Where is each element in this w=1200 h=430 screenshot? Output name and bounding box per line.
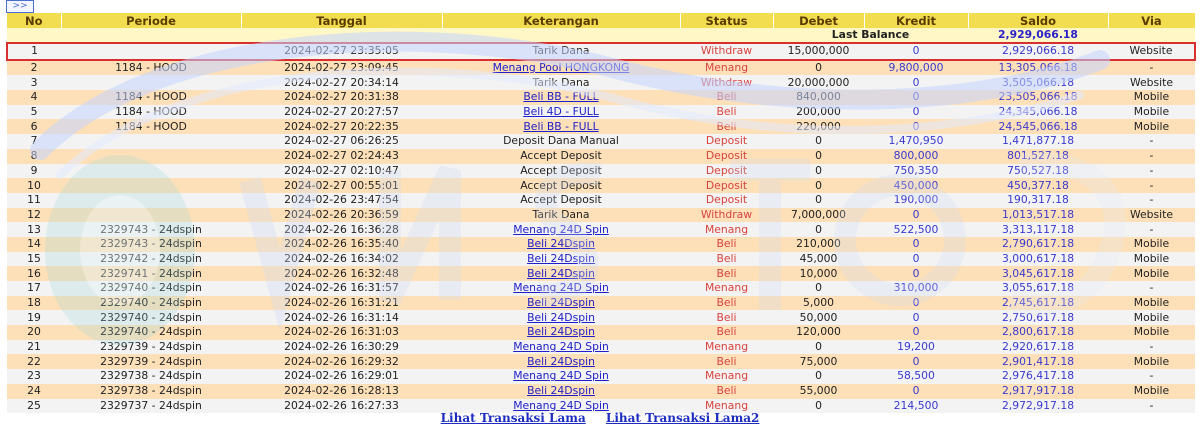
cell-debet: 0 (773, 134, 864, 149)
cell-tanggal: 2024-02-27 20:27:57 (241, 105, 442, 120)
cell-no: 16 (7, 266, 61, 281)
cell-no: 3 (7, 75, 61, 90)
cell-debet: 0 (773, 193, 864, 208)
cell-keterangan (442, 325, 680, 340)
cell-debet: 0 (773, 281, 864, 296)
cell-kredit: 0 (864, 354, 968, 369)
cell-no: 8 (7, 149, 61, 164)
cell-saldo: 1,471,877.18 (968, 134, 1108, 149)
cell-kredit: 0 (864, 90, 968, 105)
cell-status: Withdraw (680, 75, 773, 90)
cell-keterangan: Accept Deposit (442, 149, 680, 164)
transaction-detail-link[interactable]: Beli 24Dspin (527, 296, 595, 310)
cell-via: - (1108, 193, 1195, 208)
cell-no: 24 (7, 384, 61, 399)
cell-periode (61, 193, 241, 208)
cell-no: 17 (7, 281, 61, 296)
cell-no: 10 (7, 178, 61, 193)
cell-tanggal: 2024-02-26 16:32:48 (241, 266, 442, 281)
cell-via: Website (1108, 208, 1195, 223)
cell-keterangan: Deposit Dana Manual (442, 134, 680, 149)
cell-keterangan: Tarik Dana (442, 208, 680, 223)
cell-status: Menang (680, 340, 773, 355)
cell-saldo: 2,901,417.18 (968, 354, 1108, 369)
cell-keterangan (442, 340, 680, 355)
cell-via: Website (1108, 75, 1195, 90)
cell-no: 2 (7, 60, 61, 76)
cell-no: 22 (7, 354, 61, 369)
cell-no: 20 (7, 325, 61, 340)
cell-via: - (1108, 222, 1195, 237)
cell-status: Menang (680, 222, 773, 237)
cell-debet: 220,000 (773, 119, 864, 134)
col-header-via: Via (1108, 13, 1195, 28)
transaction-detail-link[interactable]: Beli BB - FULL (523, 119, 599, 133)
cell-status: Beli (680, 354, 773, 369)
cell-saldo: 23,505,066.18 (968, 90, 1108, 105)
table-row (7, 75, 1195, 90)
cell-status: Beli (680, 266, 773, 281)
cell-tanggal: 2024-02-26 16:36:28 (241, 222, 442, 237)
cell-saldo: 2,917,917.18 (968, 384, 1108, 399)
transaction-detail-link[interactable]: Beli 24Dspin (527, 325, 595, 339)
cell-no: 11 (7, 193, 61, 208)
cell-tanggal: 2024-02-26 16:31:57 (241, 281, 442, 296)
cell-no: 13 (7, 222, 61, 237)
cell-via: Mobile (1108, 384, 1195, 399)
cell-tanggal: 2024-02-27 20:22:35 (241, 119, 442, 134)
transaction-detail-link[interactable]: Menang 24D Spin (513, 222, 609, 236)
cell-debet: 0 (773, 399, 864, 414)
cell-status: Beli (680, 296, 773, 311)
old-transactions-link-2[interactable]: Lihat Transaksi Lama2 (605, 411, 760, 425)
cell-debet: 75,000 (773, 354, 864, 369)
cell-saldo: 750,527.18 (968, 164, 1108, 179)
cell-tanggal: 2024-02-26 16:35:40 (241, 237, 442, 252)
cell-keterangan (442, 369, 680, 384)
cell-saldo: 2,745,617.18 (968, 296, 1108, 311)
cell-saldo: 2,920,617.18 (968, 340, 1108, 355)
cell-no: 25 (7, 399, 61, 414)
last-balance-label: Last Balance (773, 28, 968, 43)
cell-tanggal: 2024-02-27 20:31:38 (241, 90, 442, 105)
cell-via: Mobile (1108, 325, 1195, 340)
cell-tanggal: 2024-02-26 16:29:32 (241, 354, 442, 369)
cell-via: Mobile (1108, 252, 1195, 267)
table-row (7, 119, 1195, 134)
col-header-no: No (7, 13, 61, 28)
table-row (7, 310, 1195, 325)
cell-via: - (1108, 340, 1195, 355)
cell-keterangan (442, 60, 680, 76)
table-row (7, 325, 1195, 340)
cell-periode: 2329737 - 24dspin (61, 399, 241, 414)
table-row (7, 296, 1195, 311)
cell-saldo: 190,317.18 (968, 193, 1108, 208)
table-row (7, 266, 1195, 281)
col-header-kredit: Kredit (864, 13, 968, 28)
cell-status: Menang (680, 281, 773, 296)
cell-via: - (1108, 149, 1195, 164)
table-row (7, 149, 1195, 164)
cell-kredit: 190,000 (864, 193, 968, 208)
transaction-detail-link[interactable]: Beli 24Dspin (527, 266, 595, 280)
cell-periode: 2329740 - 24dspin (61, 325, 241, 340)
cell-via: Website (1108, 43, 1195, 60)
cell-debet: 20,000,000 (773, 75, 864, 90)
cell-keterangan (442, 90, 680, 105)
cell-via: Mobile (1108, 296, 1195, 311)
table-row (7, 281, 1195, 296)
cell-debet: 50,000 (773, 310, 864, 325)
cell-status: Menang (680, 60, 773, 76)
table-row (7, 354, 1195, 369)
cell-status: Deposit (680, 178, 773, 193)
cell-kredit: 522,500 (864, 222, 968, 237)
cell-keterangan: Accept Deposit (442, 178, 680, 193)
cell-via: - (1108, 134, 1195, 149)
cell-no: 21 (7, 340, 61, 355)
cell-periode: 1184 - HOOD (61, 119, 241, 134)
cell-kredit: 0 (864, 266, 968, 281)
cell-tanggal: 2024-02-27 20:34:14 (241, 75, 442, 90)
table-row (7, 134, 1195, 149)
table-row (7, 43, 1195, 60)
cell-kredit: 0 (864, 237, 968, 252)
cell-keterangan (442, 354, 680, 369)
cell-tanggal: 2024-02-26 16:34:02 (241, 252, 442, 267)
cell-tanggal: 2024-02-27 23:09:45 (241, 60, 442, 76)
cell-kredit: 9,800,000 (864, 60, 968, 76)
cell-debet: 0 (773, 340, 864, 355)
cell-via: - (1108, 281, 1195, 296)
cell-via: Mobile (1108, 354, 1195, 369)
cell-saldo: 3,505,066.18 (968, 75, 1108, 90)
transaction-detail-link[interactable]: Beli 24Dspin (527, 384, 595, 398)
cell-kredit: 58,500 (864, 369, 968, 384)
cell-debet: 0 (773, 164, 864, 179)
cell-status: Beli (680, 252, 773, 267)
cell-kredit: 450,000 (864, 178, 968, 193)
cell-keterangan (442, 237, 680, 252)
cell-debet: 200,000 (773, 105, 864, 120)
col-header-debet: Debet (773, 13, 864, 28)
cell-keterangan (442, 222, 680, 237)
cell-tanggal: 2024-02-27 02:24:43 (241, 149, 442, 164)
cell-tanggal: 2024-02-26 16:29:01 (241, 369, 442, 384)
cell-saldo: 24,345,066.18 (968, 105, 1108, 120)
cell-periode: 2329739 - 24dspin (61, 354, 241, 369)
cell-debet: 210,000 (773, 237, 864, 252)
old-transactions-link[interactable]: Lihat Transaksi Lama (440, 411, 586, 425)
cell-kredit: 0 (864, 43, 968, 60)
cell-periode (61, 149, 241, 164)
cell-status: Menang (680, 399, 773, 414)
cell-no: 1 (7, 43, 61, 60)
cell-via: Mobile (1108, 266, 1195, 281)
cell-keterangan (442, 296, 680, 311)
cell-periode (61, 164, 241, 179)
table-row (7, 208, 1195, 223)
cell-tanggal: 2024-02-26 20:36:59 (241, 208, 442, 223)
transaction-table (6, 13, 1196, 413)
cell-no: 7 (7, 134, 61, 149)
table-row (7, 252, 1195, 267)
cell-periode: 1184 - HOOD (61, 90, 241, 105)
cell-kredit: 1,470,950 (864, 134, 968, 149)
transaction-detail-link[interactable]: Menang 24D Spin (513, 369, 609, 383)
cell-periode: 1184 - HOOD (61, 105, 241, 120)
cell-kredit: 0 (864, 296, 968, 311)
cell-tanggal: 2024-02-26 16:31:03 (241, 325, 442, 340)
cell-via: Mobile (1108, 90, 1195, 105)
cell-no: 9 (7, 164, 61, 179)
cell-status: Beli (680, 90, 773, 105)
cell-debet: 15,000,000 (773, 43, 864, 60)
cell-via: - (1108, 178, 1195, 193)
cell-kredit: 0 (864, 252, 968, 267)
table-row (7, 222, 1195, 237)
cell-kredit: 0 (864, 119, 968, 134)
cell-status: Beli (680, 325, 773, 340)
cell-keterangan (442, 310, 680, 325)
cell-tanggal: 2024-02-27 23:35:05 (241, 43, 442, 60)
cell-saldo: 13,305,066.18 (968, 60, 1108, 76)
transaction-detail-link[interactable]: Menang 24D Spin (513, 281, 609, 295)
cell-status: Beli (680, 384, 773, 399)
cell-status: Menang (680, 369, 773, 384)
cell-kredit: 214,500 (864, 399, 968, 414)
cell-via: - (1108, 164, 1195, 179)
cell-via: - (1108, 399, 1195, 414)
cell-periode: 2329740 - 24dspin (61, 310, 241, 325)
cell-no: 12 (7, 208, 61, 223)
cell-no: 19 (7, 310, 61, 325)
cell-no: 23 (7, 369, 61, 384)
col-header-status: Status (680, 13, 773, 28)
cell-debet: 0 (773, 178, 864, 193)
cell-kredit: 0 (864, 384, 968, 399)
cell-debet: 840,000 (773, 90, 864, 105)
cell-periode (61, 134, 241, 149)
cell-kredit: 0 (864, 208, 968, 223)
cell-no: 15 (7, 252, 61, 267)
cell-tanggal: 2024-02-26 16:27:33 (241, 399, 442, 414)
cell-saldo: 2,750,617.18 (968, 310, 1108, 325)
transaction-detail-link[interactable]: Menang Pool HONGKONG (492, 61, 630, 75)
cell-via: Mobile (1108, 237, 1195, 252)
cell-status: Deposit (680, 193, 773, 208)
cell-status: Beli (680, 119, 773, 134)
col-header-keterangan: Keterangan (442, 13, 680, 28)
cell-periode (61, 43, 241, 60)
cell-debet: 7,000,000 (773, 208, 864, 223)
cell-status: Withdraw (680, 208, 773, 223)
col-header-periode: Periode (61, 13, 241, 28)
transaction-detail-link[interactable]: Beli 24Dspin (527, 251, 595, 265)
cell-kredit: 750,350 (864, 164, 968, 179)
cell-periode: 2329743 - 24dspin (61, 237, 241, 252)
cell-kredit: 19,200 (864, 340, 968, 355)
cell-periode: 2329738 - 24dspin (61, 384, 241, 399)
cell-keterangan (442, 252, 680, 267)
cell-no: 14 (7, 237, 61, 252)
cell-debet: 5,000 (773, 296, 864, 311)
cell-keterangan: Accept Deposit (442, 164, 680, 179)
cell-saldo: 3,000,617.18 (968, 252, 1108, 267)
cell-periode (61, 178, 241, 193)
footer-links (0, 411, 1200, 425)
cell-via: Mobile (1108, 310, 1195, 325)
cell-tanggal: 2024-02-26 16:28:13 (241, 384, 442, 399)
transaction-detail-link[interactable]: Beli BB - FULL (523, 90, 599, 104)
table-row (7, 369, 1195, 384)
cell-keterangan (442, 105, 680, 120)
cell-keterangan (442, 384, 680, 399)
cell-saldo: 2,972,917.18 (968, 399, 1108, 414)
cell-saldo: 2,976,417.18 (968, 369, 1108, 384)
cell-saldo: 801,527.18 (968, 149, 1108, 164)
cell-periode (61, 208, 241, 223)
cell-periode: 2329743 - 24dspin (61, 222, 241, 237)
cell-status: Deposit (680, 149, 773, 164)
cell-status: Beli (680, 310, 773, 325)
cell-no: 4 (7, 90, 61, 105)
cell-periode: 1184 - HOOD (61, 60, 241, 76)
cell-debet: 45,000 (773, 252, 864, 267)
cell-tanggal: 2024-02-26 16:31:21 (241, 296, 442, 311)
cell-via: - (1108, 369, 1195, 384)
table-row (7, 340, 1195, 355)
col-header-saldo: Saldo (968, 13, 1108, 28)
cell-kredit: 0 (864, 325, 968, 340)
last-balance-value: 2,929,066.18 (968, 28, 1108, 43)
cell-via: Mobile (1108, 119, 1195, 134)
cell-keterangan: Tarik Dana (442, 43, 680, 60)
cell-saldo: 24,545,066.18 (968, 119, 1108, 134)
cell-status: Deposit (680, 134, 773, 149)
prev-page-button[interactable]: >> (6, 0, 34, 13)
cell-debet: 55,000 (773, 384, 864, 399)
transaction-detail-link[interactable]: Menang 24D Spin (513, 340, 609, 354)
cell-status: Beli (680, 237, 773, 252)
cell-periode: 2329739 - 24dspin (61, 340, 241, 355)
transaction-detail-link[interactable]: Beli 4D - FULL (523, 105, 599, 119)
cell-periode: 2329741 - 24dspin (61, 266, 241, 281)
cell-kredit: 0 (864, 105, 968, 120)
cell-tanggal: 2024-02-26 23:47:54 (241, 193, 442, 208)
cell-tanggal: 2024-02-27 02:10:47 (241, 164, 442, 179)
cell-keterangan (442, 281, 680, 296)
cell-saldo: 3,045,617.18 (968, 266, 1108, 281)
cell-keterangan (442, 266, 680, 281)
table-row (7, 178, 1195, 193)
cell-no: 18 (7, 296, 61, 311)
cell-tanggal: 2024-02-27 00:55:01 (241, 178, 442, 193)
cell-via: Mobile (1108, 105, 1195, 120)
col-header-tanggal: Tanggal (241, 13, 442, 28)
table-row (7, 384, 1195, 399)
cell-status: Deposit (680, 164, 773, 179)
cell-status: Beli (680, 105, 773, 120)
cell-keterangan (442, 119, 680, 134)
cell-saldo: 2,790,617.18 (968, 237, 1108, 252)
cell-via: - (1108, 60, 1195, 76)
cell-keterangan: Accept Deposit (442, 193, 680, 208)
cell-periode: 2329740 - 24dspin (61, 296, 241, 311)
table-row (7, 60, 1195, 76)
table-header (7, 13, 1195, 28)
cell-saldo: 2,929,066.18 (968, 43, 1108, 60)
cell-saldo: 450,377.18 (968, 178, 1108, 193)
transaction-detail-link[interactable]: Menang 24D Spin (513, 398, 609, 412)
table-row (7, 193, 1195, 208)
cell-debet: 0 (773, 60, 864, 76)
transaction-detail-link[interactable]: Beli 24Dspin (527, 237, 595, 251)
cell-saldo: 1,013,517.18 (968, 208, 1108, 223)
transaction-detail-link[interactable]: Beli 24Dspin (527, 310, 595, 324)
cell-kredit: 0 (864, 310, 968, 325)
cell-debet: 0 (773, 149, 864, 164)
cell-debet: 0 (773, 369, 864, 384)
cell-debet: 0 (773, 222, 864, 237)
cell-keterangan: Tarik Dana (442, 75, 680, 90)
cell-no: 6 (7, 119, 61, 134)
cell-debet: 120,000 (773, 325, 864, 340)
table-row (7, 237, 1195, 252)
cell-tanggal: 2024-02-26 16:30:29 (241, 340, 442, 355)
transaction-detail-link[interactable]: Beli 24Dspin (527, 354, 595, 368)
cell-debet: 10,000 (773, 266, 864, 281)
cell-periode: 2329742 - 24dspin (61, 252, 241, 267)
cell-kredit: 0 (864, 75, 968, 90)
cell-saldo: 3,055,617.18 (968, 281, 1108, 296)
cell-kredit: 800,000 (864, 149, 968, 164)
table-row (7, 90, 1195, 105)
table-row (7, 164, 1195, 179)
cell-periode: 2329738 - 24dspin (61, 369, 241, 384)
cell-kredit: 310,000 (864, 281, 968, 296)
cell-periode (61, 75, 241, 90)
cell-tanggal: 2024-02-26 16:31:14 (241, 310, 442, 325)
cell-status: Withdraw (680, 43, 773, 60)
table-row (7, 105, 1195, 120)
cell-saldo: 3,313,117.18 (968, 222, 1108, 237)
cell-tanggal: 2024-02-27 06:26:25 (241, 134, 442, 149)
cell-periode: 2329740 - 24dspin (61, 281, 241, 296)
cell-no: 5 (7, 105, 61, 120)
cell-saldo: 2,800,617.18 (968, 325, 1108, 340)
last-balance-row (7, 28, 1195, 43)
